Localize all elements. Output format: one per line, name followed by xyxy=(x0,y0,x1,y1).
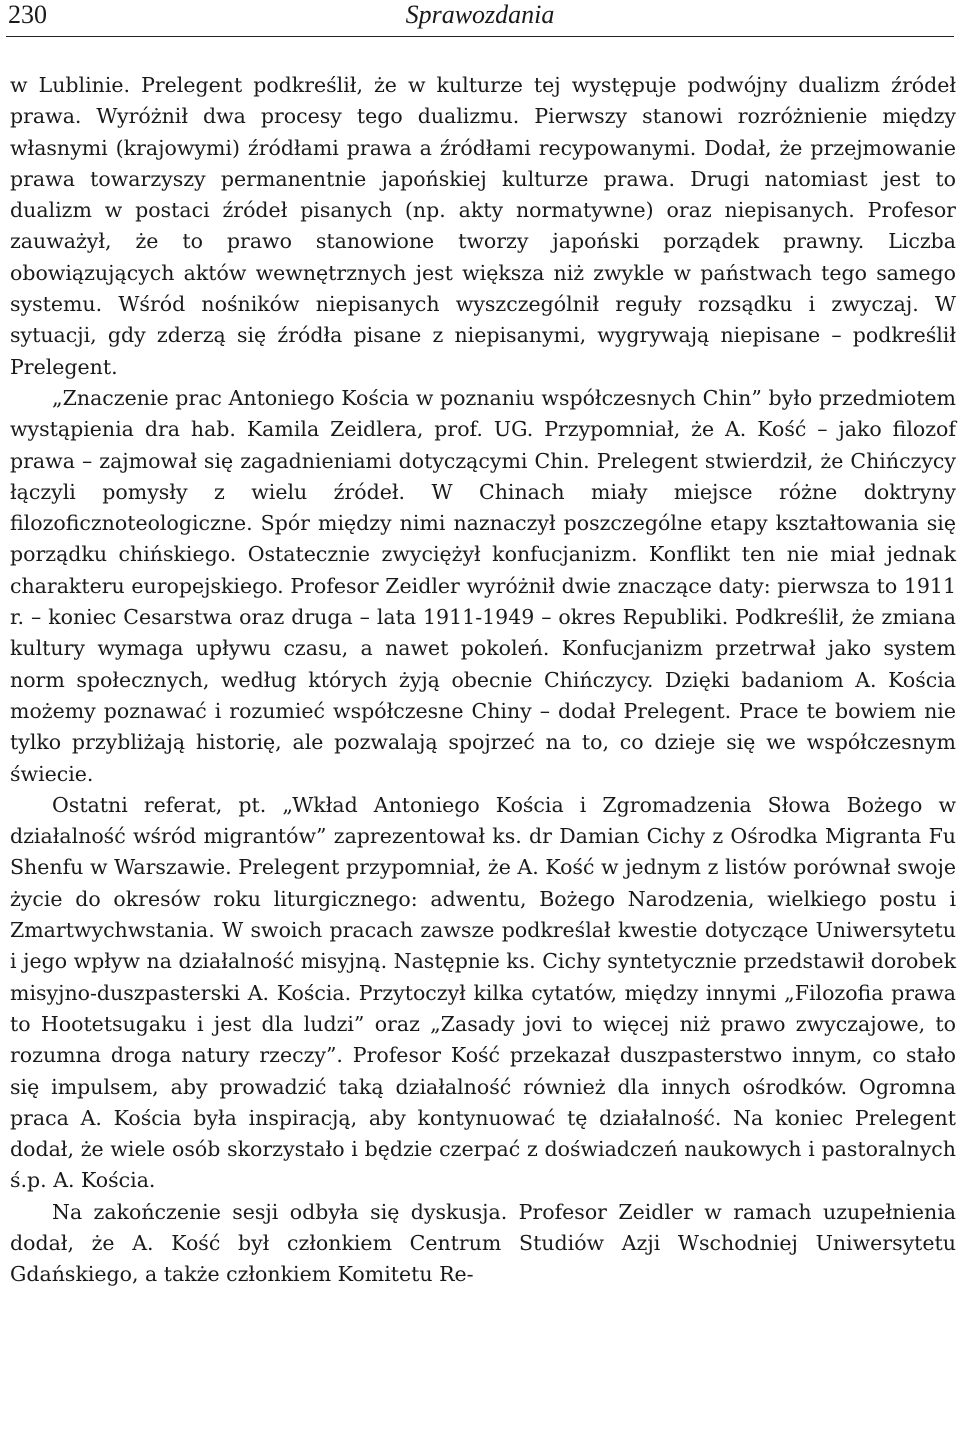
header-rule xyxy=(6,36,954,37)
paragraph: Ostatni referat, pt. „Wkład Antoniego Kościa i Zgromadzenia Słowa Bożego w działalność wśród migrantów” zaprezentował ks. dr Damian Cichy z Ośrodka Migranta Fu Shenfu w Warszawie. Prelegent przypomniał, że A. Kość w jednym z listów porównał swoje życie do okresów roku liturgicznego: adwentu, Bożego Narodzenia, wielkiego postu i Zmartwychwstania. W swoich pracach zawsze podkreślał kwestie dotyczące Uniwersytetu i jego wpływ na działalność misyjną. Następnie ks. Cichy syntetycznie przedstawił dorobek misyjno-duszpasterski A. Kościa. Przytoczył kilka cytatów, między innymi „Filozofia prawa to Hootetsugaku i jest dla ludzi” oraz „Zasady jovi to więcej niż prawo zwyczajowe, to rozumna droga natury rzeczy”. Profesor Kość przekazał duszpasterstwo innym, co stało się impulsem, aby prowadzić taką działalność również dla innych ośrodków. Ogromna praca A. Kościa była inspiracją, aby kontynuować tę działalność. Na koniec Prelegent dodał, że wiele osób skorzystało i będzie czerpać z doświadczeń naukowych i pastoralnych ś.p. A. Kościa. xyxy=(10,792,956,1193)
running-title: Sprawozdania xyxy=(405,0,555,29)
paragraph: Na zakończenie sesji odbyła się dyskusja. Profesor Zeidler w ramach uzupełnienia dodał, że A. Kość był członkiem Centrum Studiów Azji Wschodniej Uniwersytetu Gdańskiego, a także członkiem Komitetu Re- xyxy=(10,1199,956,1287)
paragraph: „Znaczenie prac Antoniego Kościa w poznaniu współczesnych Chin” było przedmiotem wystąpienia dra hab. Kamila Zeidlera, prof. UG. Przypomniał, że A. Kość – jako filozof prawa – zajmował się zagadnieniami dotyczącymi Chin. Prelegent stwierdził, że Chińczycy łączyli pomysły z wielu źródeł. W Chinach miały miejsce różne doktryny filozoficznoteologiczne. Spór między nimi naznaczył poszczególne etapy kształtowania się porządku chińskiego. Ostatecznie zwyciężył konfucjanizm. Konflikt ten nie miał jednak charakteru europejskiego. Profesor Zeidler wyróżnił dwie znaczące daty: pierwsza to 1911 r. – koniec Cesarstwa oraz druga – lata 1911-1949 – okres Republiki. Podkreślił, że zmiana kultury wymaga upływu czasu, a nawet pokoleń. Konfucjanizm przetrwał jako system norm społecznych, według których żyją obecnie Chińczycy. Dzięki badaniom A. Kościa możemy poznawać i rozumieć współczesne Chiny – dodał Prelegent. Prace te bowiem nie tylko przybliżają historię, ale pozwalają spojrzeć na to, co dzieje się we współczesnym świecie. xyxy=(10,385,956,786)
page-header xyxy=(0,0,960,38)
article-body xyxy=(10,70,956,1291)
page-number: 230 xyxy=(8,0,47,29)
paragraph: w Lublinie. Prelegent podkreślił, że w kulturze tej występuje podwójny dualizm źródeł prawa. Wyróżnił dwa procesy tego dualizmu. Pierwszy stanowi rozróżnienie między własnymi (krajowymi) źródłami prawa a źródłami recypowanymi. Dodał, że przejmowanie prawa towarzyszy permanentnie japońskiej kulturze prawa. Drugi natomiast jest to dualizm w postaci źródeł pisanych (np. akty normatywne) oraz niepisanych. Profesor zauważył, że to prawo stanowione tworzy japoński porządek prawny. Liczba obowiązujących aktów wewnętrznych jest większa niż zwykle w państwach tego samego systemu. Wśród nośników niepisanych wyszczególnił reguły rozsądku i zwyczaj. W sytuacji, gdy zderzą się źródła pisane z niepisanymi, wygrywają niepisane – podkreślił Prelegent. xyxy=(10,73,956,379)
